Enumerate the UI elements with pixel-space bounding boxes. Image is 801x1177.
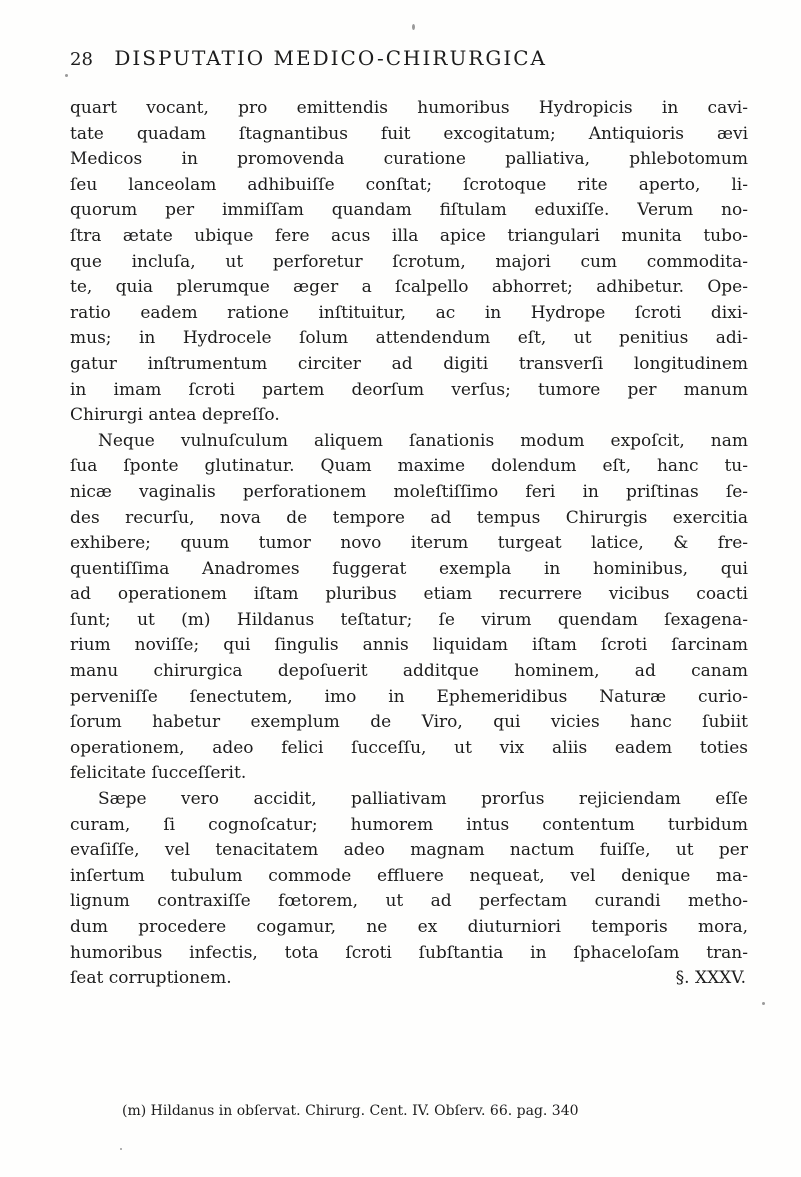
text-line: humoribus infectis, tota ſcroti ſubſtantia in ſphaceloſam tran- (70, 942, 748, 963)
text-line: perveniſſe ſenectutem, imo in Ephemeridibus Naturæ curio- (70, 686, 748, 707)
text-line: ſunt; ut (m) Hildanus teſtatur; ſe virum quendam ſexagena- (70, 609, 748, 630)
text-line: ſua ſponte glutinatur. Quam maxime dolendum eſt, hanc tu- (70, 456, 748, 477)
text-line: ſorum habetur exemplum de Viro, qui vicies hanc ſubiit (70, 712, 748, 733)
text-line: ad operationem iſtam pluribus etiam recurrere vicibus coacti (70, 584, 748, 605)
text-line: quentiſſima Anadromes fuggerat exempla in hominibus, qui (70, 558, 748, 579)
text-line: tate quadam ſtagnantibus fuit excogitatum; Antiquioris ævi (70, 123, 748, 144)
text-line: manu chirurgica depoſuerit additque hominem, ad canam (70, 661, 748, 682)
ink-speck (65, 74, 68, 77)
text-line: lignum contraxiſſe fœtorem, ut ad perfectam curandi metho- (70, 891, 748, 912)
text-line: operationem, adeo felici ſucceſſu, ut vix aliis eadem toties (70, 737, 748, 758)
text-line: in imam ſcroti partem deorſum verſus; tumore per manum (70, 379, 748, 400)
text-line: felicitate ſucceſſerit. (70, 763, 247, 784)
text-line: ſtra ætate ubique fere acus illa apice triangulari munita tubo- (70, 225, 748, 246)
running-head (70, 46, 740, 70)
ink-speck (412, 24, 415, 30)
text-line: des recurſu, nova de tempore ad tempus Chirurgis exercitia (70, 507, 748, 528)
footnote: (m) Hildanus in obſervat. Chirurg. Cent. IV. Obſerv. 66. pag. 340 (122, 1103, 579, 1119)
text-line: Neque vulnuſculum aliquem ſanationis modum expoſcit, nam (98, 430, 748, 451)
text-line: te, quia plerumque æger a ſcalpello abhorret; adhibetur. Ope- (70, 277, 748, 298)
text-line: mus; in Hydrocele ſolum attendendum eſt, ut penitius adi- (70, 328, 748, 349)
text-line: inſertum tubulum commode effluere nequeat, vel denique ma- (70, 865, 748, 886)
text-line: rium noviſſe; qui ſingulis annis liquidam iſtam ſcroti ſarcinam (70, 635, 748, 656)
text-line: dum procedere cogamur, ne ex diuturniori temporis mora, (70, 917, 748, 937)
text-line: ſeu lanceolam adhibuiſſe conſtat; ſcrotoque rite aperto, li- (70, 174, 748, 195)
text-line: quorum per immiſſam quandam fiſtulam eduxiſſe. Verum no- (70, 200, 748, 221)
section-mark: §. XXXV. (675, 968, 746, 989)
text-line: Sæpe vero accidit, palliativam prorſus rejiciendam eſſe (98, 789, 748, 810)
page-number: 28 (70, 49, 93, 70)
text-line: evaſiſſe, vel tenacitatem adeo magnam nactum fuiſſe, ut per (70, 840, 748, 861)
text-line: curam, ſi cognoſcatur; humorem intus contentum turbidum (70, 814, 748, 835)
text-line: gatur inſtrumentum circiter ad digiti transverſi longitudinem (70, 353, 748, 374)
body-text (70, 96, 748, 992)
text-line: Chirurgi antea depreſſo. (70, 405, 280, 426)
text-line: quart vocant, pro emittendis humoribus Hydropicis in cavi- (70, 98, 748, 118)
text-line: Medicos in promovenda curatione palliativa, phlebotomum (70, 149, 748, 170)
text-line: ratio eadem ratione inſtituitur, ac in Hydrope ſcroti dixi- (70, 302, 748, 323)
text-line: exhibere; quum tumor novo iterum turgeat latice, & fre- (70, 533, 748, 554)
text-line: ſeat corruptionem. §. XXXV. (70, 966, 748, 992)
ink-speck (762, 1002, 765, 1005)
running-title: DISPUTATIO MEDICO-CHIRURGICA (114, 46, 547, 70)
text-line: nicæ vaginalis perforationem moleſtiſſimo feri in priſtinas ſe- (70, 481, 748, 502)
text-line: que incluſa, ut perforetur ſcrotum, majori cum commodita- (70, 251, 748, 272)
ink-speck (120, 1148, 122, 1150)
